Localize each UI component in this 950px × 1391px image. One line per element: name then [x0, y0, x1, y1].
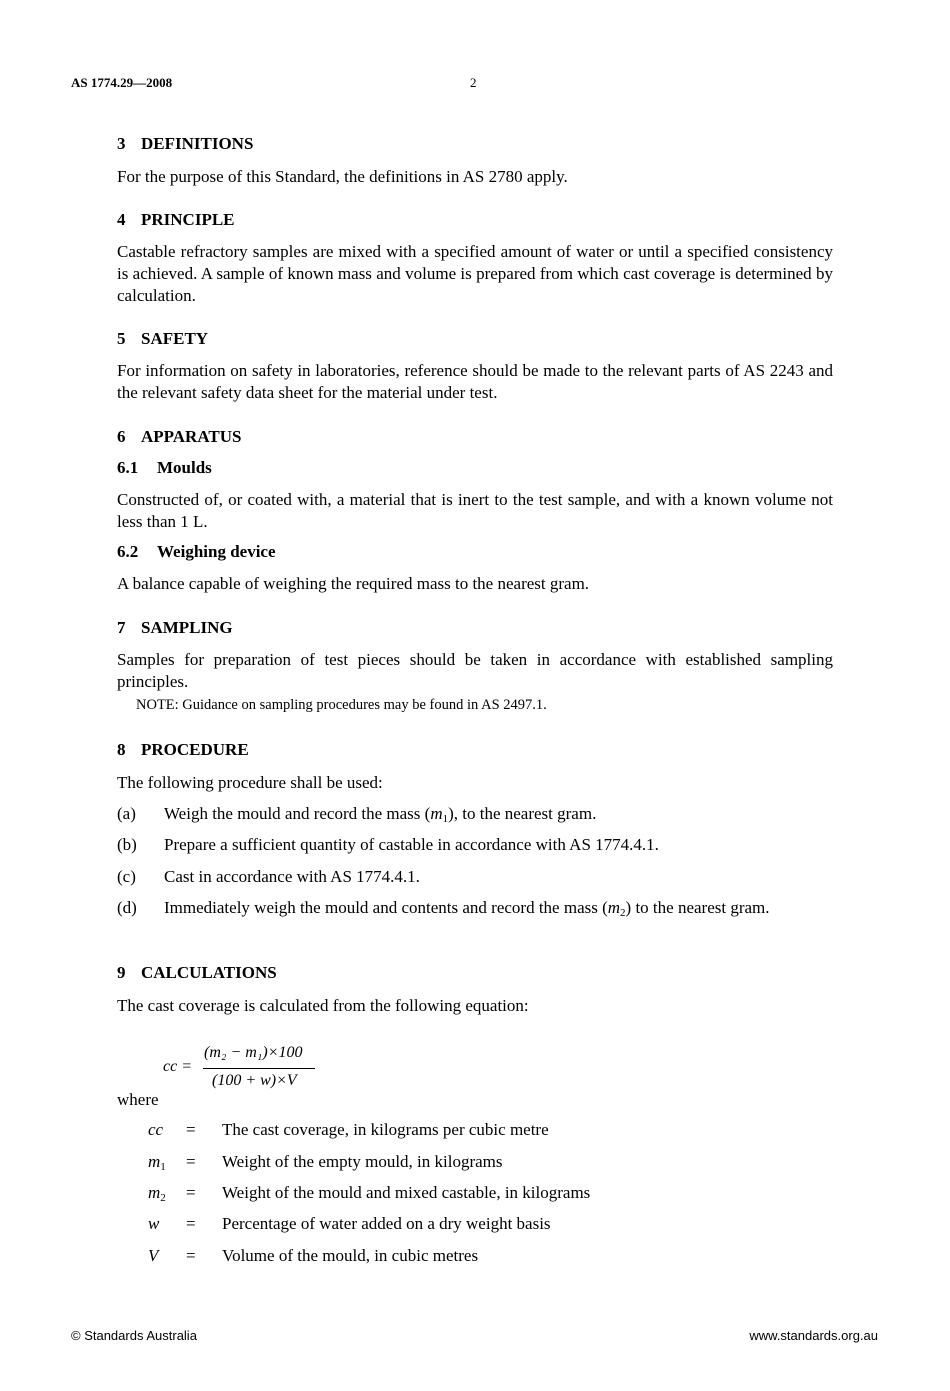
- symbol-cc: cc: [148, 1120, 164, 1139]
- equals-sign: =: [186, 1120, 196, 1139]
- definition-m2: Weight of the mould and mixed castable, in kilograms: [222, 1183, 591, 1202]
- where-label: where: [117, 1090, 159, 1109]
- symbol-w: w: [148, 1214, 160, 1233]
- section-6-2-heading: 6.2 Weighing device: [117, 542, 276, 561]
- footer-copyright: © Standards Australia: [71, 1328, 197, 1343]
- equation-numerator: (m₂ − m₁)×100: [204, 1044, 303, 1061]
- symbol-m2: $m_2$: [148, 1183, 166, 1204]
- page-number: 2: [470, 75, 477, 90]
- footer-website-link[interactable]: www.standards.org.au: [749, 1328, 878, 1343]
- equals-sign: =: [186, 1152, 196, 1171]
- definition-w: Percentage of water added on a dry weight basis: [222, 1214, 551, 1233]
- definition-v: Volume of the mould, in cubic metres: [222, 1246, 479, 1265]
- section-3-heading: 3 DEFINITIONS: [117, 134, 254, 153]
- section-4-text: Castable refractory samples are mixed with a specified amount of water or until a specified consistency is achieved. A sample of known mass and volume is prepared from which cast coverage is determined by calculation.: [117, 242, 833, 305]
- list-item: (a) Weigh the mould and record the mass $(m_1)$, to the nearest gram.: [117, 804, 597, 825]
- symbol-v: V: [148, 1246, 159, 1265]
- definition-cc: The cast coverage, in kilograms per cubic metre: [222, 1120, 549, 1139]
- section-8-heading: 8 PROCEDURE: [117, 740, 249, 759]
- list-item: (b) Prepare a sufficient quantity of castable in accordance with AS 1774.4.1.: [117, 835, 659, 854]
- equation: [163, 1044, 333, 1094]
- section-7-note: NOTE: Guidance on sampling procedures may be found in AS 2497.1.: [136, 697, 547, 713]
- symbol-m1: $m_1$: [148, 1152, 166, 1173]
- section-3-text: For the purpose of this Standard, the definitions in AS 2780 apply.: [117, 167, 568, 186]
- section-6-1-text: Constructed of, or coated with, a material that is inert to the test sample, and with a known volume not less than 1 L.: [117, 490, 833, 531]
- section-5-text: For information on safety in laboratories, reference should be made to the relevant parts of AS 2243 and the relevant safety data sheet for the material under test.: [117, 361, 833, 402]
- section-7-heading: 7 SAMPLING: [117, 618, 233, 637]
- document-id: AS 1774.29—2008: [71, 75, 173, 90]
- list-item: (c) Cast in accordance with AS 1774.4.1.: [117, 867, 420, 886]
- section-5-heading: 5 SAFETY: [117, 329, 209, 348]
- section-8-intro: The following procedure shall be used:: [117, 773, 383, 792]
- section-6-2-text: A balance capable of weighing the required mass to the nearest gram.: [117, 574, 590, 593]
- equals-sign: =: [186, 1246, 196, 1265]
- section-9-intro: The cast coverage is calculated from the following equation:: [117, 996, 529, 1015]
- fraction-bar: [203, 1068, 315, 1069]
- list-item: (d) Immediately weigh the mould and contents and record the mass $(m_2)$ to the nearest gram.: [117, 898, 770, 919]
- equals-sign: =: [186, 1214, 196, 1233]
- section-6-heading: 6 APPARATUS: [117, 427, 242, 446]
- equals-sign: =: [186, 1183, 196, 1202]
- equation-lhs: cc =: [163, 1058, 192, 1075]
- equation-denominator: (100 + w)×V: [212, 1072, 297, 1089]
- section-9-heading: 9 CALCULATIONS: [117, 963, 277, 982]
- section-4-heading: 4 PRINCIPLE: [117, 210, 235, 229]
- section-6-1-heading: 6.1 Moulds: [117, 458, 212, 477]
- definition-m1: Weight of the empty mould, in kilograms: [222, 1152, 503, 1171]
- section-7-text: Samples for preparation of test pieces should be taken in accordance with established sampling principles.: [117, 650, 833, 691]
